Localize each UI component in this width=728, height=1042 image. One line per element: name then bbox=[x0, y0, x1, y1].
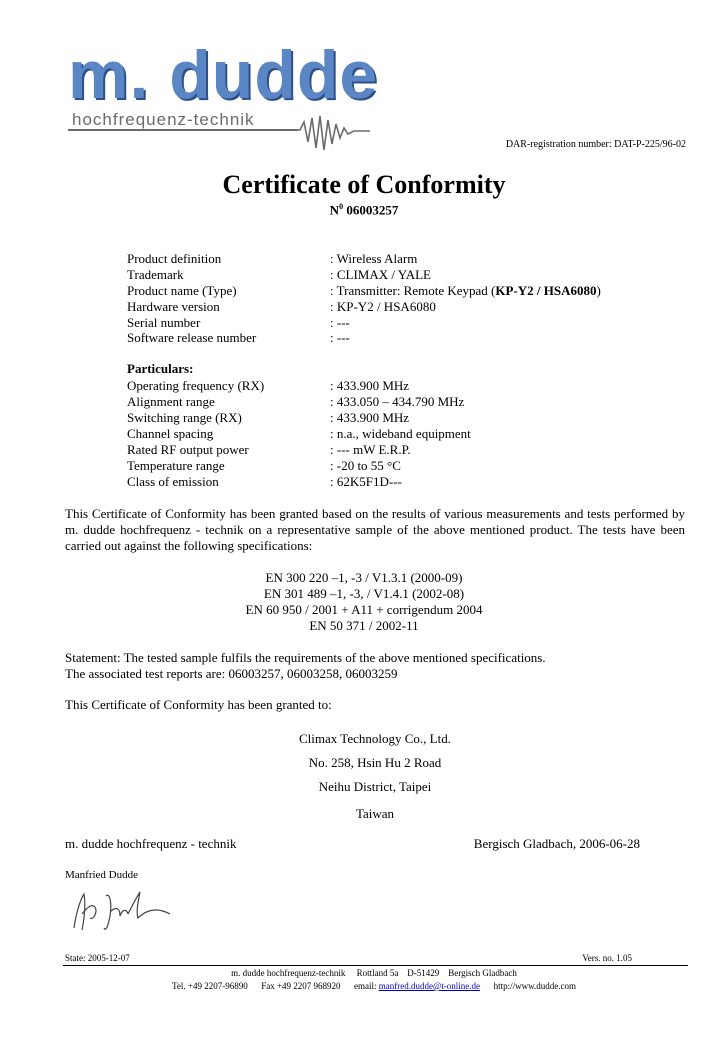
number-value: 06003257 bbox=[343, 202, 399, 218]
specification-line: EN 300 220 –1, -3 / V1.3.1 (2000-09) bbox=[265, 570, 463, 585]
value-post: ) bbox=[596, 283, 601, 298]
footer-phone-fax: Tel. +49 2207-96890 Fax +49 2207 968920 email: bbox=[172, 981, 379, 991]
number-superscript: 0 bbox=[339, 202, 344, 211]
place-date: Bergisch Gladbach, 2006-06-28 bbox=[473, 836, 640, 851]
footer-divider bbox=[63, 965, 688, 966]
number-prefix: N bbox=[329, 202, 340, 218]
specification-line: EN 60 950 / 2001 + A11 + corrigendum 2004 bbox=[245, 602, 483, 617]
footer-contact bbox=[0, 981, 728, 991]
grantee-company: Climax Technology Co., Ltd. bbox=[299, 731, 451, 746]
particulars-heading: Particulars: bbox=[127, 361, 194, 376]
row-label: Temperature range bbox=[127, 458, 225, 473]
row-value: : CLIMAX / YALE bbox=[330, 267, 431, 282]
logo-wordmark: m. dudde bbox=[68, 37, 379, 113]
row-value: : 433.900 MHz bbox=[330, 378, 410, 393]
row-value: : -20 to 55 °C bbox=[330, 458, 401, 473]
grantee-country: Taiwan bbox=[355, 806, 395, 821]
row-label: Hardware version bbox=[127, 299, 220, 314]
state-date: State: 2005-12-07 bbox=[65, 953, 130, 963]
test-reports-text: The associated test reports are: 06003257, 06003258, 06003259 bbox=[65, 666, 398, 681]
granted-to-text: This Certificate of Conformity has been granted to: bbox=[65, 697, 332, 712]
row-label: Software release number bbox=[127, 330, 257, 345]
row-label: Rated RF output power bbox=[127, 442, 249, 457]
company-logo bbox=[68, 37, 379, 135]
row-value: : --- bbox=[330, 315, 350, 330]
row-value: : 433.900 MHz bbox=[330, 410, 410, 425]
row-label: Operating frequency (RX) bbox=[127, 378, 265, 393]
value-pre: : Transmitter: Remote Keypad ( bbox=[330, 283, 496, 298]
certificate-number bbox=[0, 202, 728, 218]
row-label: Trademark bbox=[127, 267, 184, 282]
row-value: : --- mW E.R.P. bbox=[330, 442, 411, 457]
row-value: : 433.050 – 434.790 MHz bbox=[330, 394, 465, 409]
dar-registration: DAR-registration number: DAT-P-225/96-02 bbox=[505, 139, 686, 150]
email-link[interactable]: manfred.dudde@t-online.de bbox=[378, 981, 481, 991]
specification-line: EN 50 371 / 2002-11 bbox=[309, 618, 419, 633]
row-label: Product definition bbox=[127, 251, 222, 266]
row-label: Switching range (RX) bbox=[127, 410, 242, 425]
issuer-name: m. dudde hochfrequenz - technik bbox=[65, 836, 237, 851]
row-label: Product name (Type) bbox=[127, 283, 237, 298]
row-value: : n.a., wideband equipment bbox=[330, 426, 471, 441]
website-link[interactable]: http://www.dudde.com bbox=[480, 981, 576, 991]
specification-line: EN 301 489 –1, -3, / V1.4.1 (2002-08) bbox=[263, 586, 465, 601]
signer-name: Manfried Dudde bbox=[65, 869, 139, 881]
signature-image bbox=[66, 884, 176, 936]
value-bold: KP-Y2 / HSA6080 bbox=[495, 283, 597, 298]
row-label: Serial number bbox=[127, 315, 201, 330]
grantee-district: Neihu District, Taipei bbox=[318, 779, 432, 794]
row-label: Channel spacing bbox=[127, 426, 214, 441]
logo-underline bbox=[68, 129, 298, 131]
grantee-street: No. 258, Hsin Hu 2 Road bbox=[308, 755, 442, 770]
intro-paragraph: This Certificate of Conformity has been granted based on the results of various measurements and tests performed by m. dudde hochfrequenz - technik on a representative sample of the above mentioned product. The tests have been carried out against the following specifications: bbox=[65, 506, 685, 553]
row-value bbox=[330, 283, 601, 299]
footer-address: m. dudde hochfrequenz-technik Rottland 5a D-51429 Bergisch Gladbach bbox=[231, 968, 517, 978]
row-value: : Wireless Alarm bbox=[330, 251, 418, 266]
logo-subtitle: hochfrequenz-technik bbox=[72, 110, 255, 129]
page-title: Certificate of Conformity bbox=[222, 170, 506, 199]
row-label: Alignment range bbox=[127, 394, 215, 409]
row-value: : 62K5F1D--- bbox=[330, 474, 402, 489]
version-number: Vers. no. 1.05 bbox=[582, 953, 632, 963]
row-value: : --- bbox=[330, 330, 350, 345]
row-label: Class of emission bbox=[127, 474, 219, 489]
row-value: : KP-Y2 / HSA6080 bbox=[330, 299, 436, 314]
statement-text: Statement: The tested sample fulfils the requirements of the above mentioned specifications. bbox=[65, 650, 546, 665]
signal-wave-icon bbox=[292, 114, 372, 154]
